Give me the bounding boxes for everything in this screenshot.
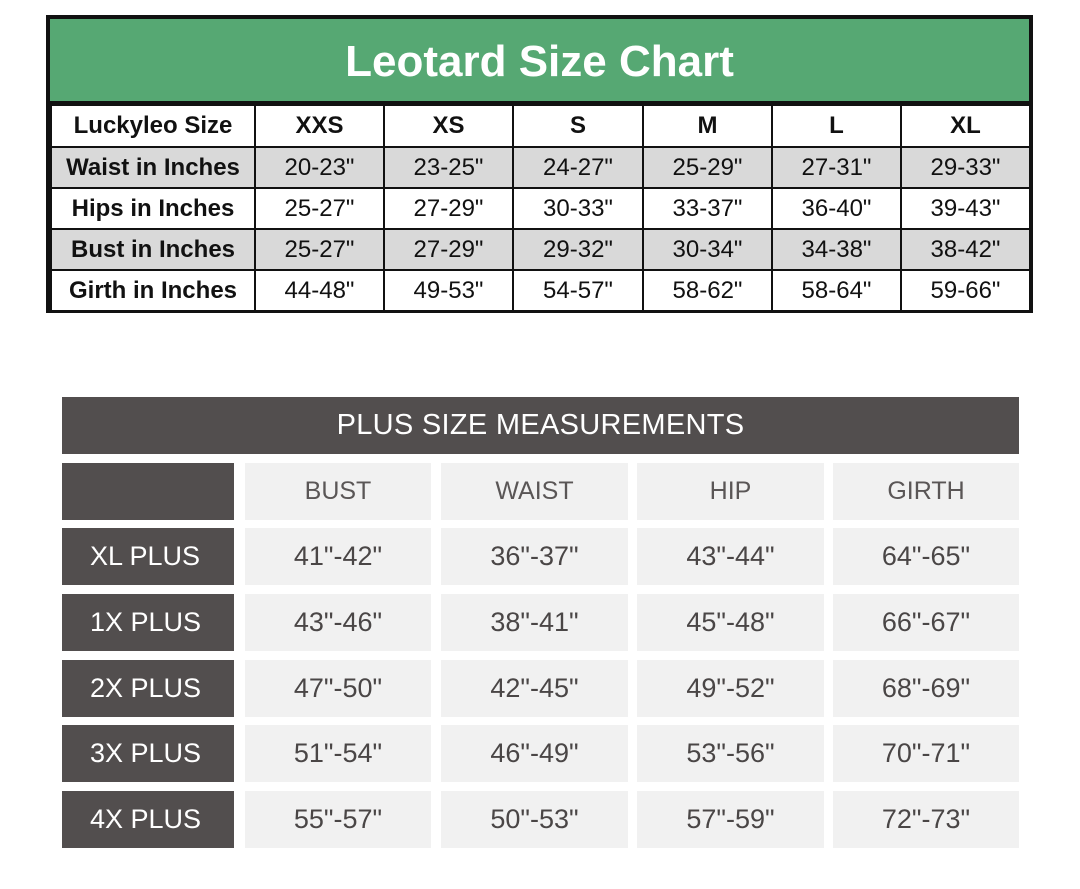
table-cell: 36"-37" (441, 528, 628, 585)
row-label: XL PLUS (62, 528, 234, 585)
plus-size-chart (62, 397, 1019, 834)
table-cell: 50"-53" (441, 791, 628, 848)
row-label: Hips in Inches (51, 188, 255, 229)
table-row (62, 528, 1019, 585)
table-row (62, 594, 1019, 651)
table-cell: 72"-73" (833, 791, 1019, 848)
table-row (51, 147, 1030, 188)
row-label: Waist in Inches (51, 147, 255, 188)
row-label: 2X PLUS (62, 660, 234, 717)
table-cell: 25-27" (255, 229, 384, 270)
table-row (62, 791, 1019, 848)
header-cell: S (513, 105, 643, 147)
table-cell: 59-66" (901, 270, 1030, 311)
row-label: Bust in Inches (51, 229, 255, 270)
row-label: 3X PLUS (62, 725, 234, 782)
table-cell: 58-64" (772, 270, 901, 311)
header-cell: HIP (637, 463, 824, 520)
table-cell: 27-29" (384, 188, 513, 229)
table-row (51, 188, 1030, 229)
table-cell: 46"-49" (441, 725, 628, 782)
table-cell: 44-48" (255, 270, 384, 311)
plus-chart-header-row (62, 463, 1019, 520)
table-cell: 23-25" (384, 147, 513, 188)
table-cell: 58-62" (643, 270, 772, 311)
table-cell: 34-38" (772, 229, 901, 270)
header-cell: XXS (255, 105, 384, 147)
table-cell: 53"-56" (637, 725, 824, 782)
table-row (51, 229, 1030, 270)
table-cell: 43"-46" (245, 594, 431, 651)
table-cell: 38-42" (901, 229, 1030, 270)
table-cell: 27-29" (384, 229, 513, 270)
table-cell: 49"-52" (637, 660, 824, 717)
header-cell: M (643, 105, 772, 147)
header-cell: BUST (245, 463, 431, 520)
header-cell: WAIST (441, 463, 628, 520)
table-cell: 64"-65" (833, 528, 1019, 585)
table-cell: 49-53" (384, 270, 513, 311)
header-cell: L (772, 105, 901, 147)
size-chart-header-row (51, 105, 1030, 147)
table-cell: 30-33" (513, 188, 643, 229)
row-label: 4X PLUS (62, 791, 234, 848)
header-corner-cell (62, 463, 234, 520)
table-cell: 57"-59" (637, 791, 824, 848)
table-cell: 70"-71" (833, 725, 1019, 782)
plus-chart-title: PLUS SIZE MEASUREMENTS (62, 397, 1019, 454)
table-cell: 39-43" (901, 188, 1030, 229)
table-cell: 42"-45" (441, 660, 628, 717)
header-cell: XL (901, 105, 1030, 147)
size-chart-table (50, 104, 1031, 312)
table-cell: 27-31" (772, 147, 901, 188)
table-cell: 55"-57" (245, 791, 431, 848)
leotard-size-chart (46, 15, 1033, 313)
table-cell: 20-23" (255, 147, 384, 188)
table-row (62, 660, 1019, 717)
table-cell: 29-33" (901, 147, 1030, 188)
table-cell: 43"-44" (637, 528, 824, 585)
table-row (62, 725, 1019, 782)
table-cell: 25-27" (255, 188, 384, 229)
table-cell: 24-27" (513, 147, 643, 188)
header-cell: XS (384, 105, 513, 147)
table-cell: 45"-48" (637, 594, 824, 651)
table-cell: 29-32" (513, 229, 643, 270)
table-cell: 41"-42" (245, 528, 431, 585)
table-cell: 25-29" (643, 147, 772, 188)
header-cell: GIRTH (833, 463, 1019, 520)
table-cell: 68"-69" (833, 660, 1019, 717)
table-row (51, 270, 1030, 311)
table-cell: 38"-41" (441, 594, 628, 651)
table-cell: 47"-50" (245, 660, 431, 717)
table-cell: 66"-67" (833, 594, 1019, 651)
table-cell: 51"-54" (245, 725, 431, 782)
size-chart-title: Leotard Size Chart (50, 19, 1029, 101)
header-cell: Luckyleo Size (51, 105, 255, 147)
table-cell: 54-57" (513, 270, 643, 311)
row-label: 1X PLUS (62, 594, 234, 651)
table-cell: 33-37" (643, 188, 772, 229)
table-cell: 30-34" (643, 229, 772, 270)
table-cell: 36-40" (772, 188, 901, 229)
row-label: Girth in Inches (51, 270, 255, 311)
